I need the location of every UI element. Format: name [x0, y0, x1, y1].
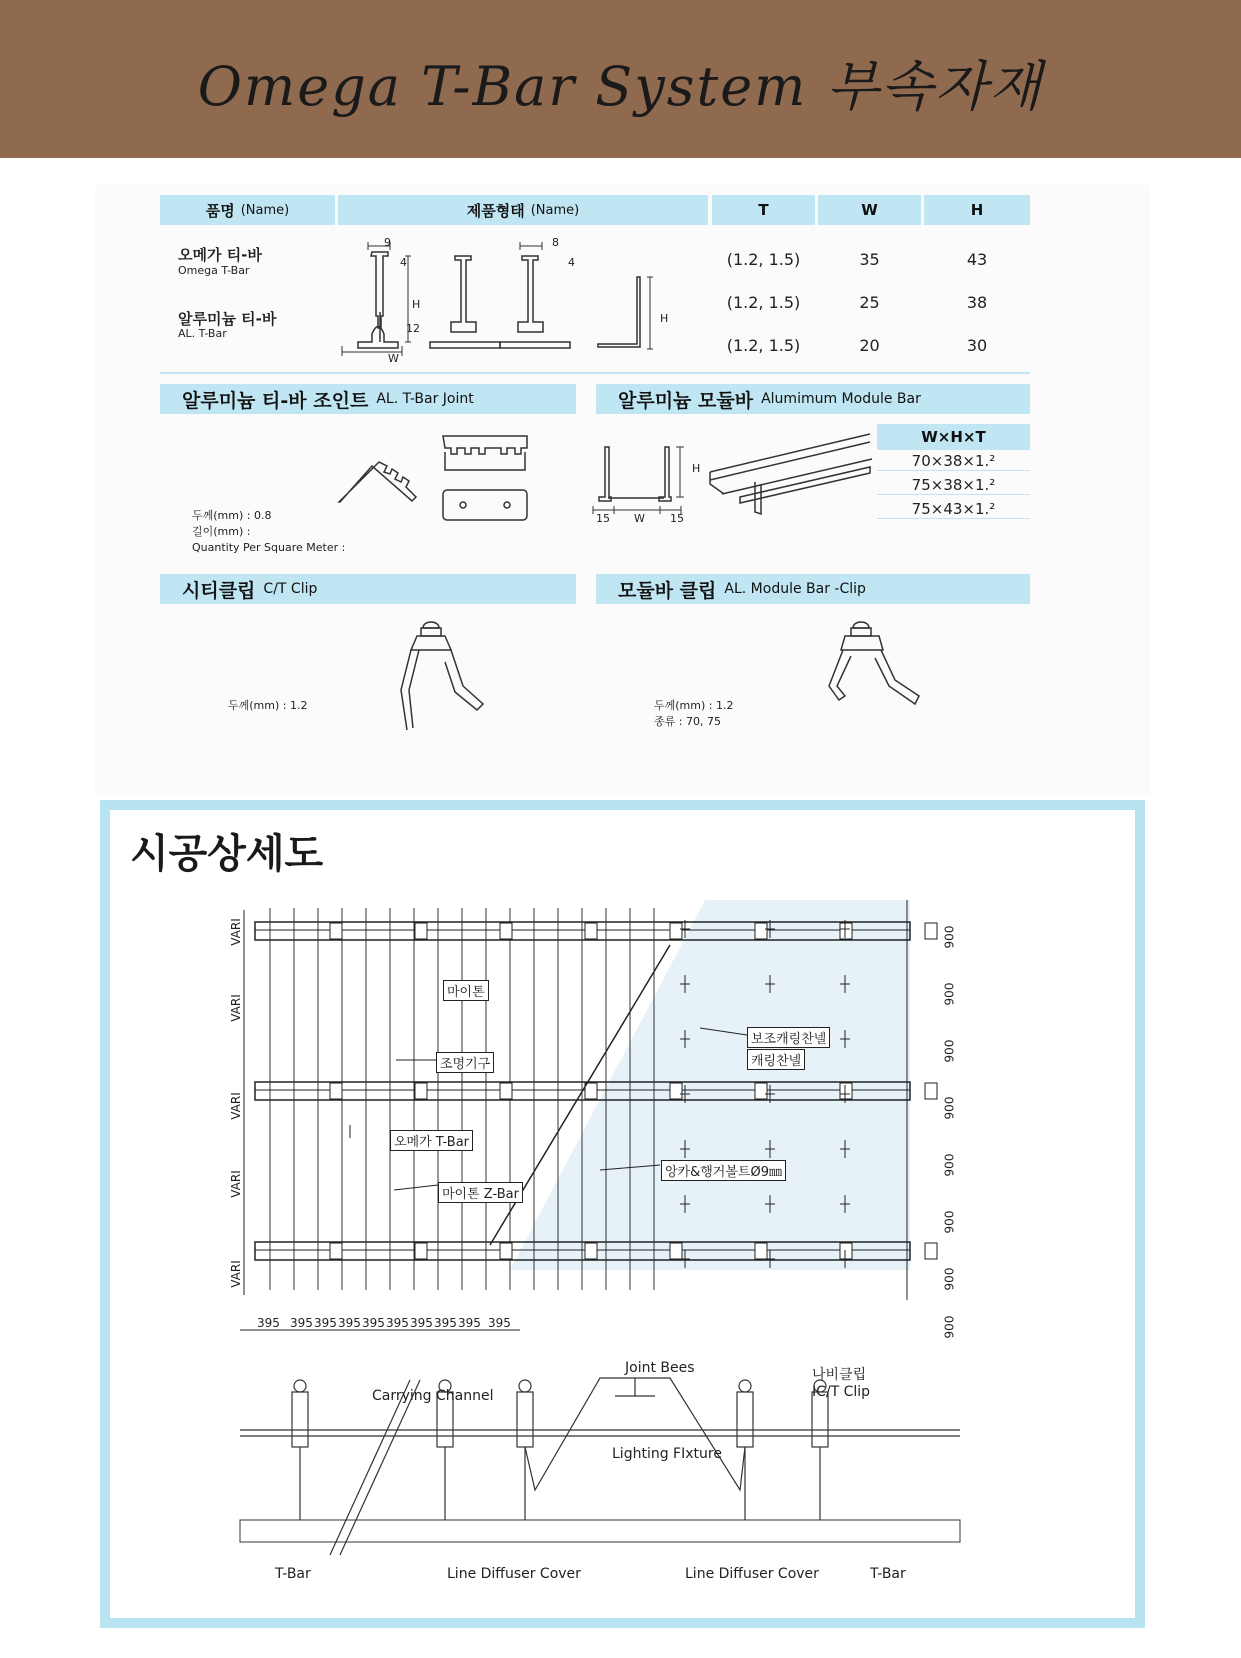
module-dim-w: W: [634, 512, 645, 525]
row3-h: 30: [966, 336, 988, 355]
joint-block: [500, 1243, 512, 1259]
callout-lighting: 조명기구: [436, 1052, 494, 1073]
joint-block: [415, 1083, 427, 1099]
ct-clip-drawing: [395, 618, 495, 733]
row1-t: (1.2, 1.5): [726, 250, 801, 269]
col-t-header: [712, 195, 815, 225]
installation-detail-title: 시공상세도: [130, 831, 324, 877]
col-name-header: [160, 195, 335, 225]
joint-block: [840, 923, 852, 939]
module-clip-note-types: 종류 : 70, 75: [654, 715, 721, 728]
joint-block: [330, 923, 342, 939]
ct-clip-notes: [228, 698, 307, 714]
dim-12: 12: [406, 322, 420, 335]
left-dim-label: VARI: [228, 918, 243, 946]
col-name-label: 품명: [205, 201, 235, 220]
label-carrying-channel: Carrying Channel: [372, 1388, 494, 1404]
ct-clip: [517, 1392, 533, 1447]
product-name-omega: 오메가 티-바: [178, 246, 262, 264]
callout-channel: 캐링찬넬: [747, 1049, 805, 1070]
joint-block: [755, 1083, 767, 1099]
module-dim-l15: 15: [596, 512, 610, 525]
col-w-header: [818, 195, 921, 225]
module-bar-section-header: [596, 384, 1030, 414]
label-diffuser-left: Line Diffuser Cover: [447, 1566, 581, 1582]
module-dims-header-label: W×H×T: [921, 428, 986, 446]
right-dim-label: 900: [942, 1315, 957, 1339]
label-ct-clip: IC/T Clip: [812, 1384, 871, 1400]
callout-maiton: 마이톤: [443, 980, 489, 1001]
bottom-dim-label: 395: [410, 1316, 433, 1330]
joint-block: [670, 1083, 682, 1099]
module-dim-row: 75×43×1.²: [877, 500, 1030, 519]
joint-title-ko: 알루미늄 티-바 조인트: [182, 389, 369, 412]
callout-sub-channel: 보조캐링찬넬: [747, 1027, 830, 1048]
joint-block: [925, 1083, 937, 1099]
dim-4b: 4: [568, 256, 575, 269]
ceiling-section-drawing: [240, 1370, 960, 1570]
bottom-dim-label: 395: [386, 1316, 409, 1330]
right-dim-label: 900: [942, 1210, 957, 1234]
col-h-header: [924, 195, 1030, 225]
dim-w: W: [388, 352, 399, 365]
joint-drawing: [335, 432, 535, 522]
col-shape-label: 제품형태: [466, 201, 525, 220]
carrying-channel-diagonal: [340, 1380, 420, 1555]
product-name-omega-en: Omega T-Bar: [178, 264, 250, 277]
col-t-label: T: [758, 201, 769, 219]
joint-note-thickness: 두께(mm) : 0.8: [192, 509, 272, 522]
callout-anchor-bolt: 앙카&행거볼트Ø9㎜: [661, 1160, 786, 1181]
col-name-sub: (Name): [240, 202, 290, 218]
module-bar-title-ko: 알루미늄 모듈바: [618, 389, 754, 412]
joint-block: [500, 923, 512, 939]
dim-h2: H: [660, 312, 669, 325]
col-shape-sub: (Name): [530, 202, 580, 218]
joint-block: [840, 1083, 852, 1099]
label-joint-bees: Joint Bees: [625, 1360, 695, 1376]
label-lighting-fixture: Lighting FIxture: [612, 1446, 722, 1462]
left-dim-label: VARI: [228, 994, 243, 1022]
ct-clip: [812, 1392, 828, 1447]
module-dim-r15: 15: [670, 512, 684, 525]
module-clip-note-thickness: 두께(mm) : 1.2: [654, 699, 734, 712]
bolt-head: [519, 1380, 531, 1392]
module-clip-title-ko: 모듈바 클립: [618, 579, 717, 602]
product-name-al: 알루미늄 티-바: [178, 310, 277, 328]
left-dim-label: VARI: [228, 1170, 243, 1198]
module-dim-row: 70×38×1.²: [877, 452, 1030, 471]
title-banner: [0, 0, 1241, 158]
ct-clip-title-ko: 시티클립: [182, 579, 256, 602]
joint-block: [330, 1243, 342, 1259]
joint-section-header: [160, 384, 576, 414]
col-w-label: W: [861, 201, 878, 219]
bottom-dim-label: 395: [458, 1316, 481, 1330]
left-dim-label: VARI: [228, 1092, 243, 1120]
callout-zbar: 마이톤 Z-Bar: [438, 1182, 523, 1203]
row2-h: 38: [966, 293, 988, 312]
tbar-profile-drawings: [350, 232, 680, 367]
ct-clip: [737, 1392, 753, 1447]
right-dim-label: 900: [942, 925, 957, 949]
label-tbar-left: T-Bar: [275, 1566, 311, 1582]
joint-block: [755, 1243, 767, 1259]
joint-block: [330, 1083, 342, 1099]
row2-t: (1.2, 1.5): [726, 293, 801, 312]
left-dim-label: VARI: [228, 1260, 243, 1288]
dim-h: H: [412, 298, 421, 311]
row3-w: 20: [859, 336, 880, 355]
joint-block: [925, 1243, 937, 1259]
page-title: Omega T-Bar System 부속자재: [197, 55, 1044, 118]
module-dim-row: 75×38×1.²: [877, 476, 1030, 495]
row2-w: 25: [859, 293, 880, 312]
product-name-al-en: AL. T-Bar: [178, 327, 227, 340]
module-dim-h: H: [692, 462, 701, 475]
joint-block: [670, 1243, 682, 1259]
right-dim-label: 900: [942, 1039, 957, 1063]
table-bottom-rule: [160, 372, 1030, 376]
bottom-dim-label: 395: [488, 1316, 511, 1330]
joint-notes: [192, 508, 345, 556]
bottom-dim-label: 395: [362, 1316, 385, 1330]
joint-block: [415, 1243, 427, 1259]
joint-block: [840, 1243, 852, 1259]
lighting-fixture-lamp: [615, 1378, 655, 1396]
ct-clip-title-en: C/T Clip: [263, 581, 318, 597]
joint-block: [415, 923, 427, 939]
module-bar-title-en: Alumimum Module Bar: [761, 391, 921, 407]
joint-block: [925, 923, 937, 939]
dim-4a: 4: [400, 256, 407, 269]
bottom-dim-label: 395: [290, 1316, 313, 1330]
bottom-dim-label: 395: [257, 1316, 280, 1330]
joint-block: [585, 1243, 597, 1259]
label-tbar-right: T-Bar: [870, 1566, 906, 1582]
right-dim-label: 900: [942, 1153, 957, 1177]
label-diffuser-right: Line Diffuser Cover: [685, 1566, 819, 1582]
joint-note-length: 길이(mm) :: [192, 525, 251, 538]
module-clip-notes: [654, 698, 733, 730]
dim-9: 9: [384, 236, 391, 249]
ct-clip-section-header: [160, 574, 576, 604]
callout-omega-tbar: 오메가 T-Bar: [390, 1130, 473, 1151]
dim-8: 8: [552, 236, 559, 249]
ct-clip: [292, 1392, 308, 1447]
ceiling-plan-drawing: [230, 900, 970, 1340]
right-dim-label: 900: [942, 1267, 957, 1291]
module-clip-title-en: AL. Module Bar -Clip: [724, 581, 866, 597]
bottom-dim-label: 395: [314, 1316, 337, 1330]
joint-block: [585, 923, 597, 939]
ct-clip-note-thickness: 두께(mm) : 1.2: [228, 699, 308, 712]
module-clip-section-header: [596, 574, 1030, 604]
joint-block: [500, 1083, 512, 1099]
leader-line: [394, 1185, 438, 1190]
right-dim-label: 900: [942, 982, 957, 1006]
col-shape-header: [338, 195, 708, 225]
row1-w: 35: [859, 250, 880, 269]
joint-block: [670, 923, 682, 939]
carrying-channel-diagonal: [330, 1380, 410, 1555]
joint-block: [585, 1083, 597, 1099]
right-dim-label: 900: [942, 1096, 957, 1120]
module-clip-drawing: [825, 618, 945, 718]
bottom-dim-label: 395: [338, 1316, 361, 1330]
row3-t: (1.2, 1.5): [726, 336, 801, 355]
joint-note-quantity: Quantity Per Square Meter :: [192, 541, 346, 554]
label-butterfly-clip: 나비클립: [812, 1367, 867, 1383]
col-h-label: H: [970, 201, 984, 219]
joint-block: [755, 923, 767, 939]
row1-h: 43: [966, 250, 988, 269]
joint-title-en: AL. T-Bar Joint: [376, 391, 474, 407]
module-dims-header: [877, 424, 1030, 450]
bottom-dim-label: 395: [434, 1316, 457, 1330]
bolt-head: [739, 1380, 751, 1392]
bolt-head: [294, 1380, 306, 1392]
